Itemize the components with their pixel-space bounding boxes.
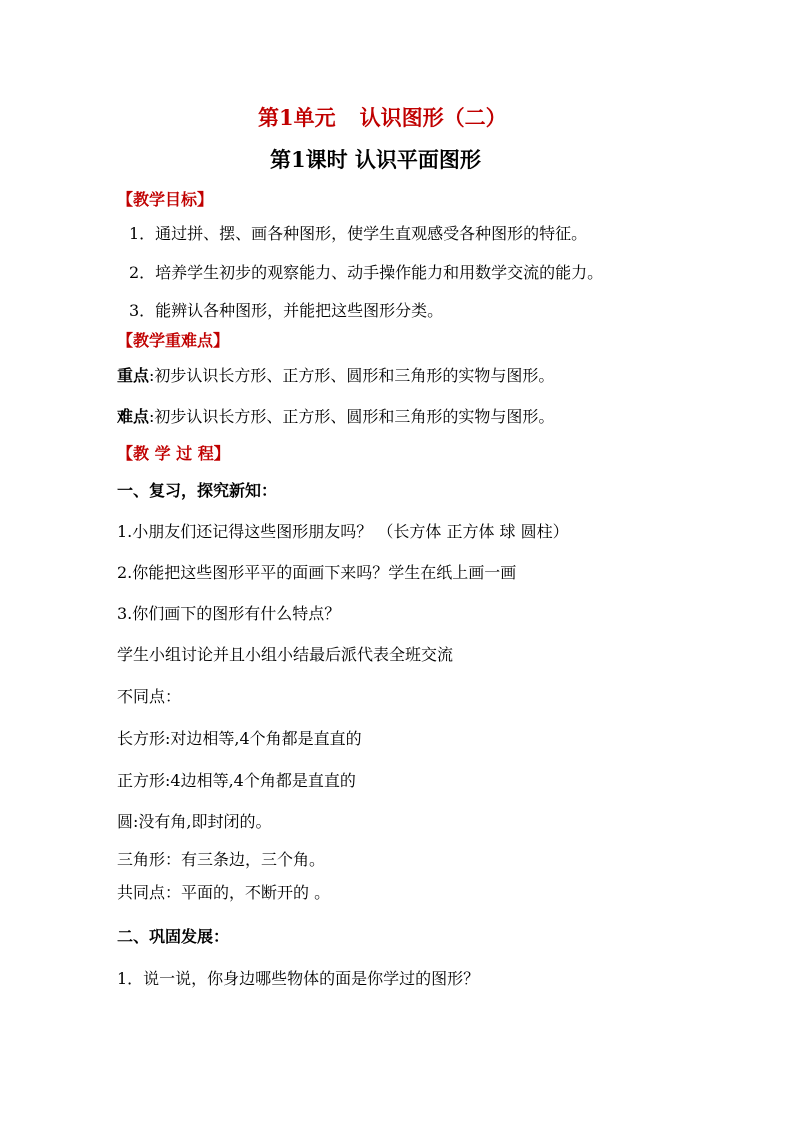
unit-name: 认识图形（二） (359, 105, 507, 130)
difficult-point-label: 难点 (117, 407, 150, 426)
goal-item: 3．能辨认各种图形，并能把这些图形分类。 (129, 301, 444, 320)
part1-line: 学生小组讨论并且小组小结最后派代表全班交流 (117, 645, 454, 664)
part1-line: 三角形：有三条边，三个角。 (117, 850, 326, 869)
part1-line: 圆:没有角,即封闭的。 (117, 812, 272, 831)
difficult-point-line (117, 407, 554, 427)
key-difficulty-heading: 【教学重难点】 (117, 331, 230, 350)
unit-number: 第1单元 (258, 105, 336, 130)
goal-item: 1．通过拼、摆、画各种图形，使学生直观感受各种图形的特征。 (129, 224, 588, 243)
goals-heading: 【教学目标】 (117, 190, 214, 209)
unit-title (258, 105, 507, 131)
key-point-label: 重点 (117, 366, 150, 385)
key-point-text: :初步认识长方形、正方形、圆形和三角形的实物与图形。 (149, 366, 555, 385)
part2-line: 1．说一说，你身边哪些物体的面是你学过的图形？ (117, 969, 480, 988)
goal-item: 2．培养学生初步的观察能力、动手操作能力和用数学交流的能力。 (129, 263, 604, 282)
part2-heading: 二、巩固发展： (117, 927, 230, 946)
lesson-title: 第1课时 认识平面图形 (270, 147, 481, 172)
difficult-point-text: :初步认识长方形、正方形、圆形和三角形的实物与图形。 (149, 407, 555, 426)
part1-line: 长方形:对边相等,4个角都是直直的 (117, 729, 362, 748)
part1-line: 不同点： (117, 687, 182, 706)
process-heading: 【教 学 过 程】 (117, 444, 230, 463)
part1-line: 正方形:4边相等,4个角都是直直的 (117, 771, 356, 790)
part1-heading: 一、复习，探究新知： (117, 481, 278, 500)
key-point-line (117, 366, 554, 386)
part1-line: 1.小朋友们还记得这些图形朋友吗？ （长方体 正方体 球 圆柱） (117, 522, 569, 541)
part1-line: 共同点：平面的，不断开的 。 (117, 883, 331, 902)
part1-line: 3.你们画下的图形有什么特点？ (117, 604, 341, 623)
part1-line: 2.你能把这些图形平平的面画下来吗？学生在纸上画一画 (117, 563, 517, 582)
